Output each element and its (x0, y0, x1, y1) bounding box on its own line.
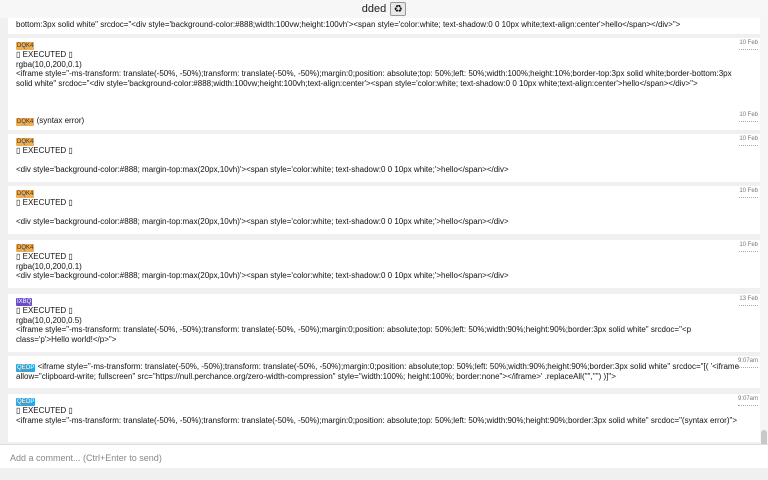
list-item (8, 356, 760, 388)
message-text: <iframe style="-ms-transform: translate(-50%, -50%);transform: translate(-50%, -50%);margin:0;position: absolute;top: 50%;left: 50%;width:90%;height:90%;border:3px solid white" srcdoc="[( '<iframe allow="clipboard-write; fullscreen" src="https://null.perchance.org/zero-width-compression" style="width:100%; height:100%; border:none"></iframe>' .replaceAll('"','"') )]"> (16, 362, 740, 381)
footer-strip (0, 468, 768, 480)
message-text: ▯ EXECUTED ▯ (16, 306, 73, 315)
message-text: <iframe style="-ms-transform: translate(-50%, -50%);transform: translate(-50%, -50%);margin:0;position: absolute;top: 50%;left: 50%;width:90%;height:90%;border:3px solid white" srcdoc="<p class='p'>Hello world!</p>"> (16, 325, 692, 344)
title-bar (0, 0, 768, 18)
message-text: rgba(10,0,200,0.5) (16, 315, 82, 325)
comment-input[interactable] (8, 449, 760, 467)
list-item (8, 134, 760, 182)
timestamp[interactable]: 10 Feb (739, 39, 758, 50)
message-text: <iframe style="-ms-transform: translate(-50%, -50%);transform: translate(-50%, -50%);margin:0;position: absolute;top: 50%;left: 50%;width:90%;height:90%;border:3px solid white" srcdoc="(syntax error)"> (16, 415, 738, 425)
comment-box (0, 444, 768, 468)
refresh-button[interactable] (390, 2, 406, 16)
user-badge[interactable]: QEOP (17, 399, 35, 405)
refresh-icon: ♻ (393, 3, 403, 15)
comment-list[interactable] (8, 18, 760, 444)
user-badge[interactable]: DQK4 (17, 119, 34, 125)
user-badge[interactable]: DQK4 (17, 43, 34, 49)
timestamp[interactable]: 10 Feb (739, 111, 758, 122)
scrollbar[interactable] (760, 18, 768, 444)
timestamp[interactable]: 9:07am (738, 357, 758, 368)
timestamp[interactable]: 10 Feb (739, 135, 758, 146)
message-text: ▯ EXECUTED ▯ (16, 198, 73, 207)
message-text: <div style='background-color:#888; margin-top:max(20px,10vh)'><span style='color:white; text-shadow:0 0 10px white;'>hello</span></div> (16, 271, 509, 281)
user-badge[interactable]: IXBQ (17, 299, 32, 305)
message-text: bottom:3px solid white" srcdoc="<div style='background-color:#888;width:100vw;height:100vh'><span style='color:white; text-shadow:0 0 10px white;text-align:center'>hello</span></div>"> (16, 20, 681, 29)
list-item (8, 186, 760, 234)
message-text: <div style='background-color:#888; margin-top:max(20px,10vh)'><span style='color:white; text-shadow:0 0 10px white;'>hello</span></div> (16, 216, 509, 226)
user-badge[interactable]: DQK4 (17, 139, 34, 145)
list-item (8, 110, 760, 130)
user-badge[interactable]: QEOP (17, 365, 35, 371)
message-text: rgba(10,0,200,0.1) (16, 59, 82, 69)
list-item (8, 240, 760, 288)
page-title: dded (361, 3, 387, 15)
list-item (8, 294, 760, 352)
user-badge[interactable]: DQK4 (17, 245, 34, 251)
message-text: <iframe style="-ms-transform: translate(-50%, -50%);transform: translate(-50%, -50%);margin:0;position: absolute;top: 50%;left: 50%;width:100%;height:10%;border-top:3px solid white;border-bottom:3px solid white" srcdoc="<div style='background-color:#888;width:100vw;height:100vh;text-align:center'><span style='color:white; text-shadow:0 0 10px white;text-align:center'>hello</span></div>"> (16, 69, 732, 88)
timestamp[interactable]: 9:07am (738, 395, 758, 406)
timestamp[interactable]: 10 Feb (739, 187, 758, 198)
message-text: <div style='background-color:#888; margin-top:max(20px,10vh)'><span style='color:white; text-shadow:0 0 10px white;'>hello</span></div> (16, 164, 509, 174)
message-text: ▯ EXECUTED ▯ (16, 50, 73, 59)
list-item (8, 18, 760, 34)
message-text: ▯ EXECUTED ▯ (16, 252, 73, 261)
message-text: ▯ EXECUTED ▯ (16, 406, 73, 415)
message-text: ▯ EXECUTED ▯ (16, 146, 73, 155)
user-badge[interactable]: DQK4 (17, 191, 34, 197)
timestamp[interactable]: 10 Feb (739, 241, 758, 252)
timestamp[interactable]: 13 Feb (739, 295, 758, 306)
message-text: (syntax error) (36, 116, 85, 125)
list-item (8, 394, 760, 442)
message-text: rgba(10,0,200,0.1) (16, 261, 82, 271)
